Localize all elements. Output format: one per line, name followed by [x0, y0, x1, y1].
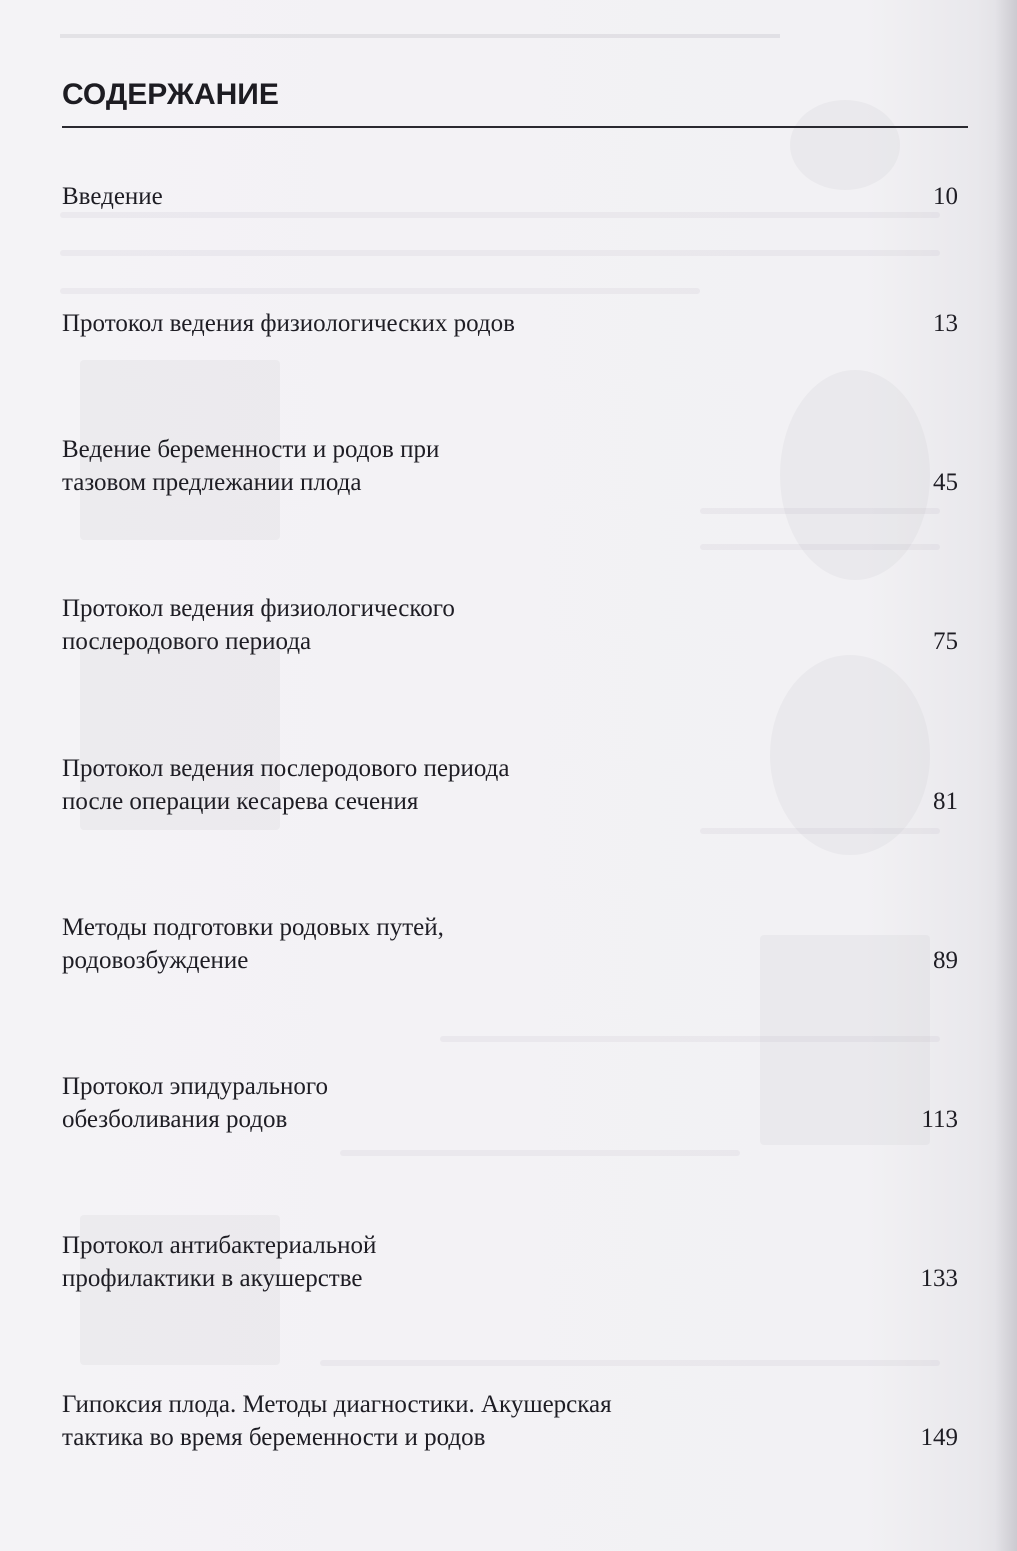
toc-entry-title-line: Ведение беременности и родов при: [62, 436, 440, 463]
toc-entry-title-line: Методы подготовки родовых путей,: [62, 914, 444, 941]
toc-entry-title-line: тазовом предлежании плода: [62, 469, 362, 496]
toc-entry-title: [62, 307, 822, 340]
toc-entry-page: 81: [933, 788, 958, 815]
toc-entry-title-line: Протокол антибактериальной: [62, 1232, 377, 1259]
toc-entry-title: [62, 1229, 822, 1295]
toc-entry-title-line: Протокол ведения послеродового периода: [62, 755, 510, 782]
toc-entry-title: [62, 911, 822, 977]
toc-entry-title-line: Протокол эпидурального: [62, 1073, 329, 1100]
toc-entry-title-line: Гипоксия плода. Методы диагностики. Акушерская: [62, 1391, 612, 1418]
toc-entry-title: [62, 1070, 822, 1136]
toc-entry-page: 89: [933, 947, 958, 974]
toc-entry-title: [62, 752, 822, 818]
page-title: СОДЕРЖАНИЕ: [62, 78, 279, 111]
toc-entry-page: 45: [933, 469, 958, 496]
toc-entry-title-line: Введение: [62, 183, 163, 210]
toc-entry-title: [62, 1388, 822, 1454]
toc-entry-title-line: родовозбуждение: [62, 947, 249, 974]
toc-entry-page: 13: [933, 310, 958, 337]
toc-entry-title: [62, 592, 822, 658]
toc-entry-title-line: после операции кесарева сечения: [62, 788, 419, 815]
toc-entry-title-line: профилактики в акушерстве: [62, 1265, 363, 1292]
toc-entry-page: 149: [920, 1424, 958, 1451]
toc-entry-title: [62, 180, 822, 213]
toc-entry-page: 10: [933, 183, 958, 210]
toc-entry-page: 133: [920, 1265, 958, 1292]
toc-entry-title-line: обезболивания родов: [62, 1106, 288, 1133]
toc-entry-page: 75: [933, 628, 958, 655]
toc-entry-page: 113: [921, 1106, 958, 1133]
toc-entry-title: [62, 433, 822, 499]
toc-entry-title-line: тактика во время беременности и родов: [62, 1424, 486, 1451]
toc-entry-title-line: Протокол ведения физиологических родов: [62, 310, 515, 337]
toc-entry-title-line: Протокол ведения физиологического: [62, 595, 455, 622]
toc-entry-title-line: послеродового периода: [62, 628, 312, 655]
